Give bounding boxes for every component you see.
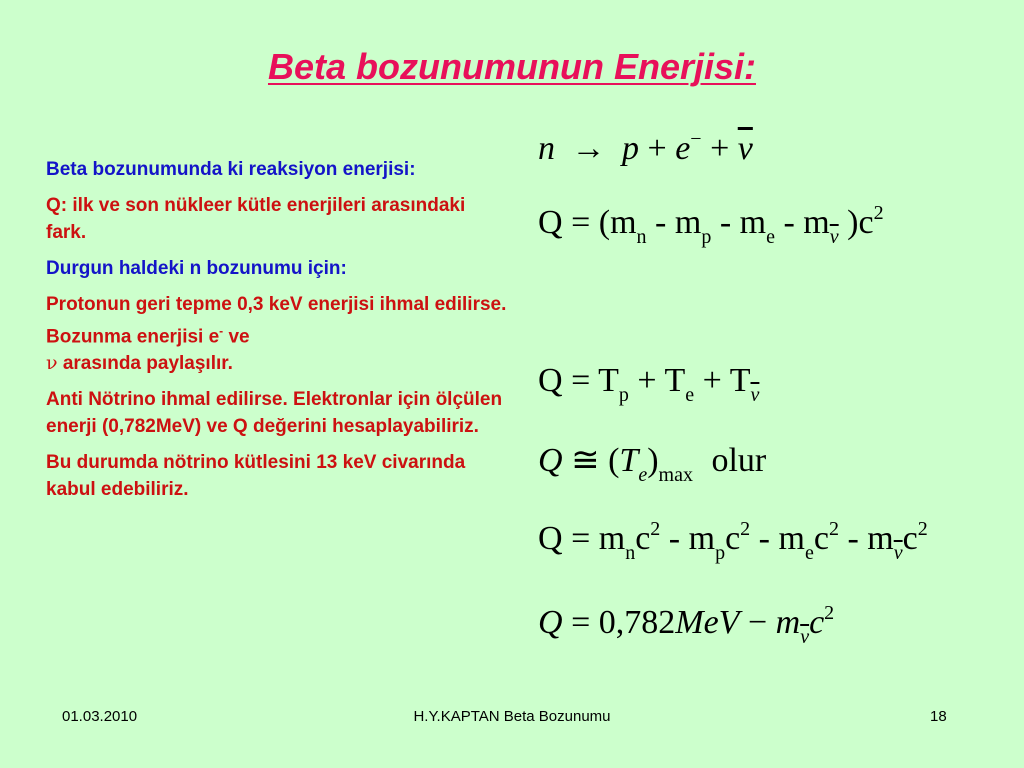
equation-reaction: $n \to p + e^- + \overline{\nu}$ xyxy=(538,128,753,167)
paragraph-2: Q: ilk ve son nükleer kütle enerjileri arasındaki fark. xyxy=(46,195,466,243)
equation-q-approx: Q ≅ $(T_e)_{max}$ olur xyxy=(538,442,767,486)
footer-center: H.Y.KAPTAN Beta Bozunumu xyxy=(413,708,611,725)
equation-q-mass: $Q = (m_n - m_p - m_e - m_{\overline{\nu}}$ )$c^2$ xyxy=(538,202,884,248)
nu-symbol: ν xyxy=(46,352,58,375)
page-title: Beta bozunumunun Enerjisi: xyxy=(267,46,756,87)
paragraph-6: Bu durumda nötrino kütlesini 13 keV civarında kabul edebiliriz. xyxy=(46,452,466,501)
paragraph-1: Beta bozunumunda ki reaksiyon enerjisi: xyxy=(46,159,416,180)
equation-q-kinetic: $Q = T_p + T_e + T_{\overline{\nu}}$ xyxy=(538,362,760,406)
paragraph-4: Protonun geri tepme 0,3 keV enerjisi ihmal edilirse. Bozunma enerjisi e- ve ν arasında paylaşılır. xyxy=(46,294,507,375)
equation-q-value: $Q = 0,782MeV - m_{\overline{\nu}}c^2$ xyxy=(538,602,835,648)
equation-q-expand: $Q = m_nc^2 - m_pc^2 - m_ec^2 - m_{\overline{\nu}}c^2$ xyxy=(538,518,928,564)
footer-page-number: 18 xyxy=(930,708,947,725)
footer-date: 01.03.2010 xyxy=(62,708,138,725)
paragraph-3: Durgun haldeki n bozunumu için: xyxy=(46,258,347,279)
paragraph-5: Anti Nötrino ihmal edilirse. Elektronlar için ölçülen enerji (0,782MeV) ve Q değerini hesaplayabiliriz. xyxy=(46,389,503,438)
left-text-column xyxy=(46,156,508,512)
